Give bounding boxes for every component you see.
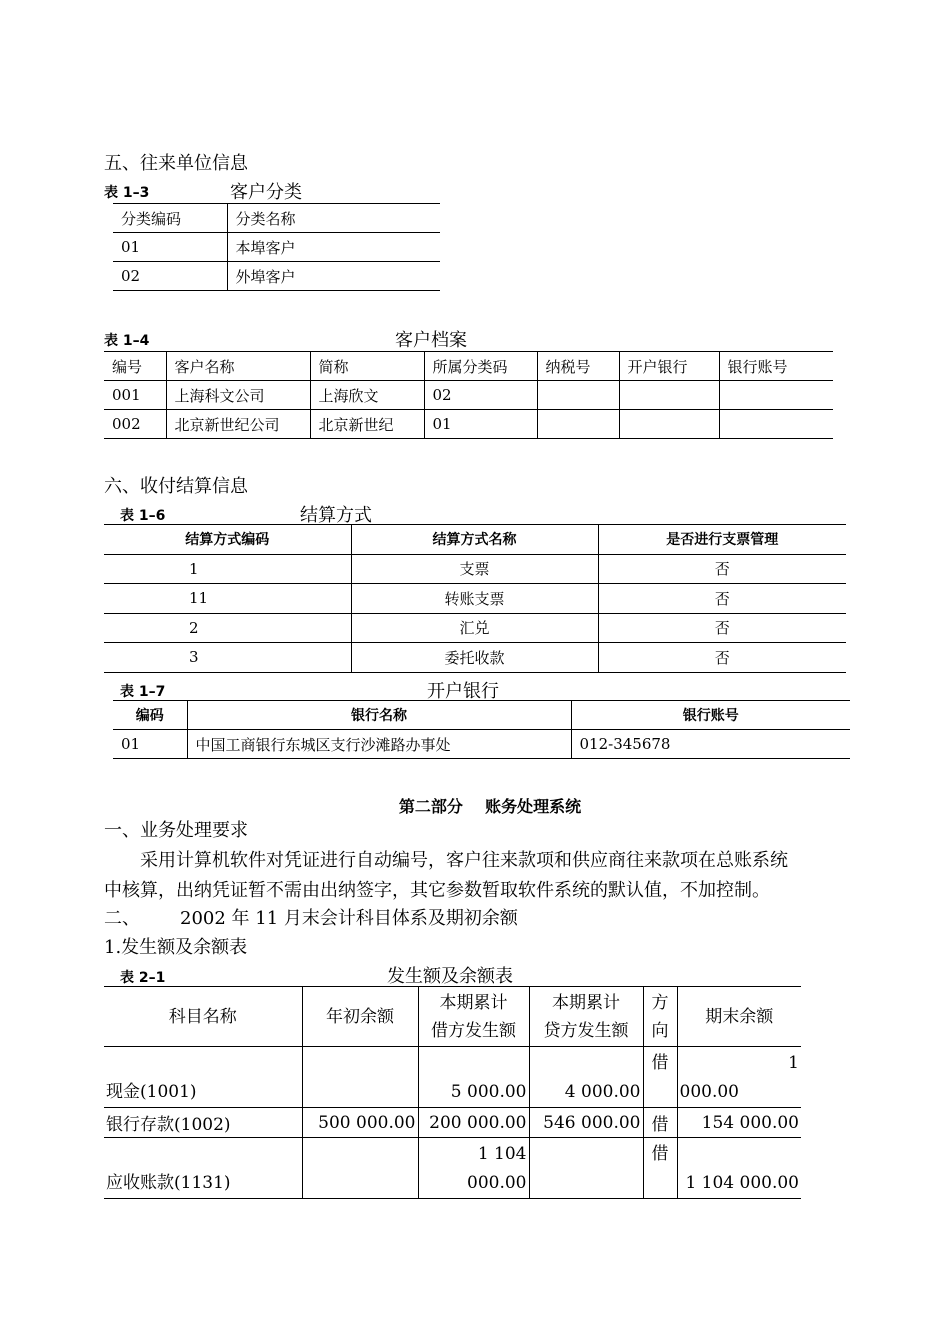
cell-text: 000.00 bbox=[679, 1082, 739, 1102]
table-label: 表 1–7 bbox=[120, 684, 166, 700]
table-cell: 3 bbox=[104, 643, 351, 673]
table-cell: 1 bbox=[104, 554, 351, 584]
table-cell: 否 bbox=[598, 584, 846, 614]
table-cell bbox=[719, 381, 833, 410]
header-cell: 是否进行支票管理 bbox=[598, 525, 846, 555]
table-cell: 外埠客户 bbox=[227, 262, 440, 291]
header-cell: 编号 bbox=[104, 352, 166, 381]
customer-category-table bbox=[113, 203, 440, 291]
table-cell: 汇兑 bbox=[351, 613, 598, 643]
table-cell bbox=[529, 1047, 643, 1108]
header-line: 方 bbox=[651, 992, 669, 1013]
table-cell: 546 000.00 bbox=[529, 1108, 643, 1138]
table-label: 表 1–6 bbox=[120, 508, 166, 524]
table-cell: 银行存款(1002) bbox=[104, 1108, 302, 1138]
table-cell: 支票 bbox=[351, 554, 598, 584]
table-cell bbox=[529, 1138, 643, 1199]
table-cell: 否 bbox=[598, 554, 846, 584]
header-cell: 所属分类码 bbox=[424, 352, 537, 381]
paragraph-line: 采用计算机软件对凭证进行自动编号，客户往来款项和供应商往来款项在总账系统 bbox=[140, 850, 788, 871]
section-heading: 六、收付结算信息 bbox=[104, 476, 248, 497]
table-row bbox=[113, 730, 850, 759]
table-title: 结算方式 bbox=[300, 505, 372, 526]
header-cell: 分类编码 bbox=[113, 204, 227, 233]
cell-text: 应收账款(1131) bbox=[106, 1173, 231, 1193]
cell-text: 5 000.00 bbox=[450, 1082, 527, 1102]
cell-text: 1 104 000.00 bbox=[685, 1173, 799, 1193]
header-line: 贷方发生额 bbox=[543, 1020, 629, 1041]
table-cell: 借 bbox=[643, 1138, 677, 1199]
table-cell: 否 bbox=[598, 613, 846, 643]
table-cell: 委托收款 bbox=[351, 643, 598, 673]
header-cell: 银行账号 bbox=[719, 352, 833, 381]
header-line: 向 bbox=[651, 1020, 669, 1041]
table-cell: 154 000.00 bbox=[677, 1108, 801, 1138]
table-cell bbox=[619, 381, 719, 410]
table-cell: 中国工商银行东城区支行沙滩路办事处 bbox=[187, 730, 571, 759]
customer-file-table bbox=[104, 351, 833, 439]
table-cell: 借 bbox=[643, 1047, 677, 1108]
header-cell: 年初余额 bbox=[302, 987, 418, 1047]
table-cell: 01 bbox=[113, 730, 187, 759]
table-cell: 北京新世纪 bbox=[310, 410, 424, 439]
table-cell: 上海科文公司 bbox=[166, 381, 310, 410]
table-header-row bbox=[104, 352, 833, 381]
table-row bbox=[104, 613, 846, 643]
table-header-row bbox=[113, 701, 850, 730]
header-cell: 结算方式编码 bbox=[104, 525, 351, 555]
table-cell bbox=[302, 1138, 418, 1199]
header-cell: 开户银行 bbox=[619, 352, 719, 381]
table-row bbox=[113, 262, 440, 291]
table-row bbox=[104, 1138, 801, 1199]
table-cell: 北京新世纪公司 bbox=[166, 410, 310, 439]
table-cell bbox=[537, 410, 619, 439]
header-cell: 科目名称 bbox=[104, 987, 302, 1047]
table-cell: 借 bbox=[643, 1108, 677, 1138]
header-cell: 期末余额 bbox=[677, 987, 801, 1047]
settlement-method-table bbox=[104, 524, 846, 673]
header-cell: 客户名称 bbox=[166, 352, 310, 381]
section-heading: 一、业务处理要求 bbox=[104, 820, 248, 841]
table-cell: 500 000.00 bbox=[302, 1108, 418, 1138]
table-title: 开户银行 bbox=[427, 681, 499, 702]
table-row bbox=[104, 554, 846, 584]
table-cell: 02 bbox=[113, 262, 227, 291]
table-cell: 012-345678 bbox=[571, 730, 850, 759]
header-line: 本期累计 bbox=[439, 992, 508, 1013]
table-title: 客户档案 bbox=[395, 330, 467, 351]
cell-text: 000.00 bbox=[467, 1173, 527, 1193]
table-cell: 200 000.00 bbox=[418, 1108, 529, 1138]
header-cell: 编码 bbox=[113, 701, 187, 730]
table-cell: 002 bbox=[104, 410, 166, 439]
header-line: 本期累计 bbox=[552, 992, 620, 1013]
cell-text: 1 bbox=[788, 1053, 799, 1073]
table-cell: 转账支票 bbox=[351, 584, 598, 614]
table-label: 表 1–3 bbox=[104, 185, 150, 201]
table-row bbox=[104, 584, 846, 614]
header-cell: 简称 bbox=[310, 352, 424, 381]
table-cell: 01 bbox=[113, 233, 227, 262]
table-row bbox=[113, 233, 440, 262]
balance-table bbox=[104, 986, 801, 1199]
table-cell: 否 bbox=[598, 643, 846, 673]
header-cell bbox=[418, 987, 529, 1047]
header-cell bbox=[529, 987, 643, 1047]
table-label: 表 1–4 bbox=[104, 333, 150, 349]
part-title: 第二部分 账务处理系统 bbox=[398, 797, 582, 816]
subsection-heading: 1.发生额及余额表 bbox=[104, 937, 248, 958]
table-cell bbox=[677, 1138, 801, 1199]
table-cell bbox=[104, 1138, 302, 1199]
table-cell bbox=[104, 1047, 302, 1108]
header-cell: 纳税号 bbox=[537, 352, 619, 381]
table-cell: 02 bbox=[424, 381, 537, 410]
header-line: 借方发生额 bbox=[431, 1020, 516, 1041]
table-title: 发生额及余额表 bbox=[387, 966, 513, 987]
header-cell: 分类名称 bbox=[227, 204, 440, 233]
table-cell bbox=[537, 381, 619, 410]
table-cell: 本埠客户 bbox=[227, 233, 440, 262]
table-title: 客户分类 bbox=[230, 182, 302, 203]
table-cell bbox=[418, 1138, 529, 1199]
table-cell: 上海欣文 bbox=[310, 381, 424, 410]
table-cell bbox=[418, 1047, 529, 1108]
table-row bbox=[104, 410, 833, 439]
table-row bbox=[104, 643, 846, 673]
table-row bbox=[104, 1108, 801, 1138]
section-heading: 五、往来单位信息 bbox=[104, 153, 248, 174]
header-cell: 银行名称 bbox=[187, 701, 571, 730]
cell-text: 1 104 bbox=[477, 1144, 527, 1164]
cell-text: 4 000.00 bbox=[564, 1082, 641, 1102]
table-header-row bbox=[104, 987, 801, 1047]
table-cell: 01 bbox=[424, 410, 537, 439]
section-heading: 2002 年 11 月末会计科目体系及期初余额 bbox=[180, 908, 518, 929]
table-cell: 11 bbox=[104, 584, 351, 614]
table-header-row bbox=[113, 204, 440, 233]
header-cell bbox=[643, 987, 677, 1047]
cell-text: 现金(1001) bbox=[106, 1082, 197, 1102]
header-cell: 结算方式名称 bbox=[351, 525, 598, 555]
table-row bbox=[104, 1047, 801, 1108]
table-cell bbox=[719, 410, 833, 439]
section-number: 二、 bbox=[104, 908, 140, 929]
table-header-row bbox=[104, 525, 846, 555]
table-label: 表 2–1 bbox=[120, 970, 166, 986]
table-row bbox=[104, 381, 833, 410]
paragraph-line: 中核算，出纳凭证暂不需由出纳签字，其它参数暂取软件系统的默认值，不加控制。 bbox=[104, 880, 770, 901]
table-cell: 001 bbox=[104, 381, 166, 410]
bank-account-table bbox=[113, 700, 850, 759]
table-cell bbox=[677, 1047, 801, 1108]
table-cell: 2 bbox=[104, 613, 351, 643]
table-cell bbox=[302, 1047, 418, 1108]
header-cell: 银行账号 bbox=[571, 701, 850, 730]
table-cell bbox=[619, 410, 719, 439]
